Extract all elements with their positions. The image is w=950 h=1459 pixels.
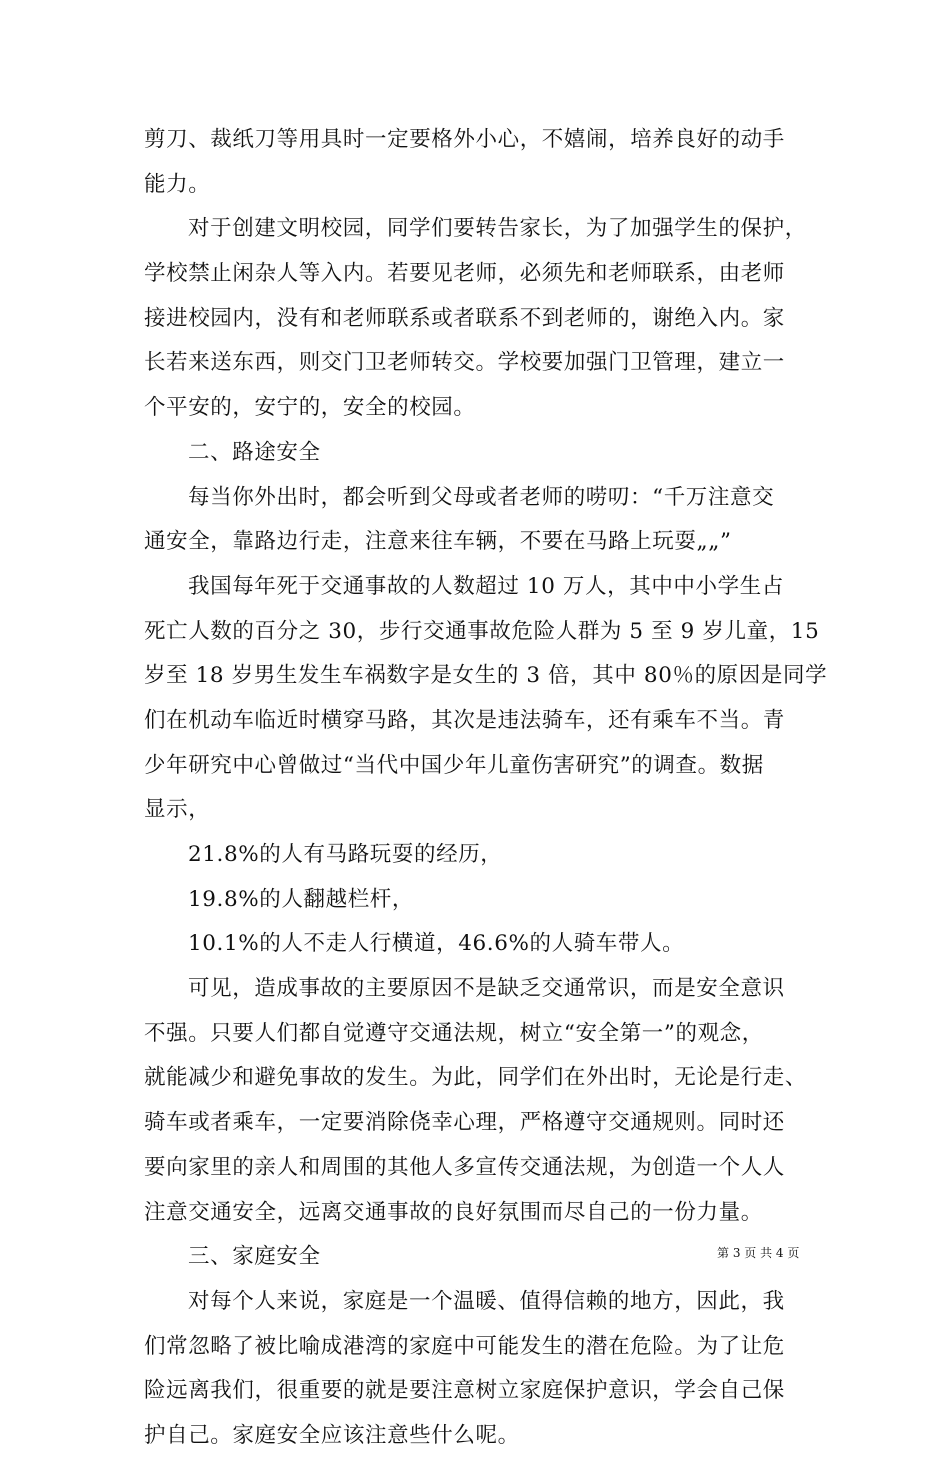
text-line: 就能减少和避免事故的发生。为此，同学们在外出时，无论是行走、 <box>144 1065 808 1091</box>
text-line: 我国每年死于交通事故的人数超过 10 万人，其中中小学生占 <box>188 573 784 599</box>
page-number-footer: 第 3 页 共 4 页 <box>717 1246 800 1260</box>
text-line: 21.8%的人有马路玩耍的经历， <box>188 842 503 867</box>
section-heading: 二、路途安全 <box>188 439 321 465</box>
text-line: 们在机动车临近时横穿马路，其次是违法骑车，还有乘车不当。青 <box>144 707 785 733</box>
text-line: 护自己。家庭安全应该注意些什么呢。 <box>144 1422 520 1448</box>
text-line: 骑车或者乘车，一定要消除侥幸心理，严格遵守交通规则。同时还 <box>144 1110 785 1136</box>
text-line: 死亡人数的百分之 30，步行交通事故危险人群为 5 至 9 岁儿童，15 <box>144 618 820 644</box>
text-line: 要向家里的亲人和周围的其他人多宣传交通法规，为创造一个人人 <box>144 1154 785 1180</box>
text-line: 显示， <box>144 797 211 823</box>
text-line: 个平安的，安宁的，安全的校园。 <box>144 395 476 421</box>
text-line: 险远离我们，很重要的就是要注意树立家庭保护意识，学会自己保 <box>144 1378 785 1404</box>
text-line: 10.1%的人不走人行横道，46.6%的人骑车带人。 <box>188 931 685 957</box>
text-line: 可见，造成事故的主要原因不是缺乏交通常识，而是安全意识 <box>188 976 785 1002</box>
text-line: 剪刀、裁纸刀等用具时一定要格外小心，不嬉闹，培养良好的动手 <box>144 127 785 152</box>
text-line: 每当你外出时，都会听到父母或者老师的唠叨：“千万注意交 <box>188 484 775 510</box>
text-line: 通安全，靠路边行走，注意来往车辆，不要在马路上玩耍„„” <box>144 529 732 555</box>
text-line: 对于创建文明校园，同学们要转告家长，为了加强学生的保护， <box>188 216 807 242</box>
text-line: 们常忽略了被比喻成港湾的家庭中可能发生的潜在危险。为了让危 <box>144 1333 785 1359</box>
text-line: 不强。只要人们都自觉遵守交通法规，树立“安全第一”的观念， <box>144 1020 764 1046</box>
text-line: 学校禁止闲杂人等入内。若要见老师，必须先和老师联系，由老师 <box>144 261 785 287</box>
text-line: 对每个人来说，家庭是一个温暖、值得信赖的地方，因此，我 <box>188 1288 785 1314</box>
section-heading: 三、家庭安全 <box>188 1244 321 1270</box>
text-line: 长若来送东西，则交门卫老师转交。学校要加强门卫管理，建立一 <box>144 350 785 376</box>
text-line: 19.8%的人翻越栏杆， <box>188 886 415 912</box>
text-line: 能力。 <box>144 171 211 197</box>
text-line: 注意交通安全，远离交通事故的良好氛围而尽自己的一份力量。 <box>144 1199 763 1225</box>
body-text <box>144 118 828 1459</box>
text-line: 岁至 18 岁男生发生车祸数字是女生的 3 倍，其中 80％的原因是同学 <box>144 663 828 689</box>
text-line: 少年研究中心曾做过“当代中国少年儿童伤害研究”的调查。数据 <box>144 752 764 778</box>
text-line: 接进校园内，没有和老师联系或者联系不到老师的，谢绝入内。家 <box>144 305 785 331</box>
